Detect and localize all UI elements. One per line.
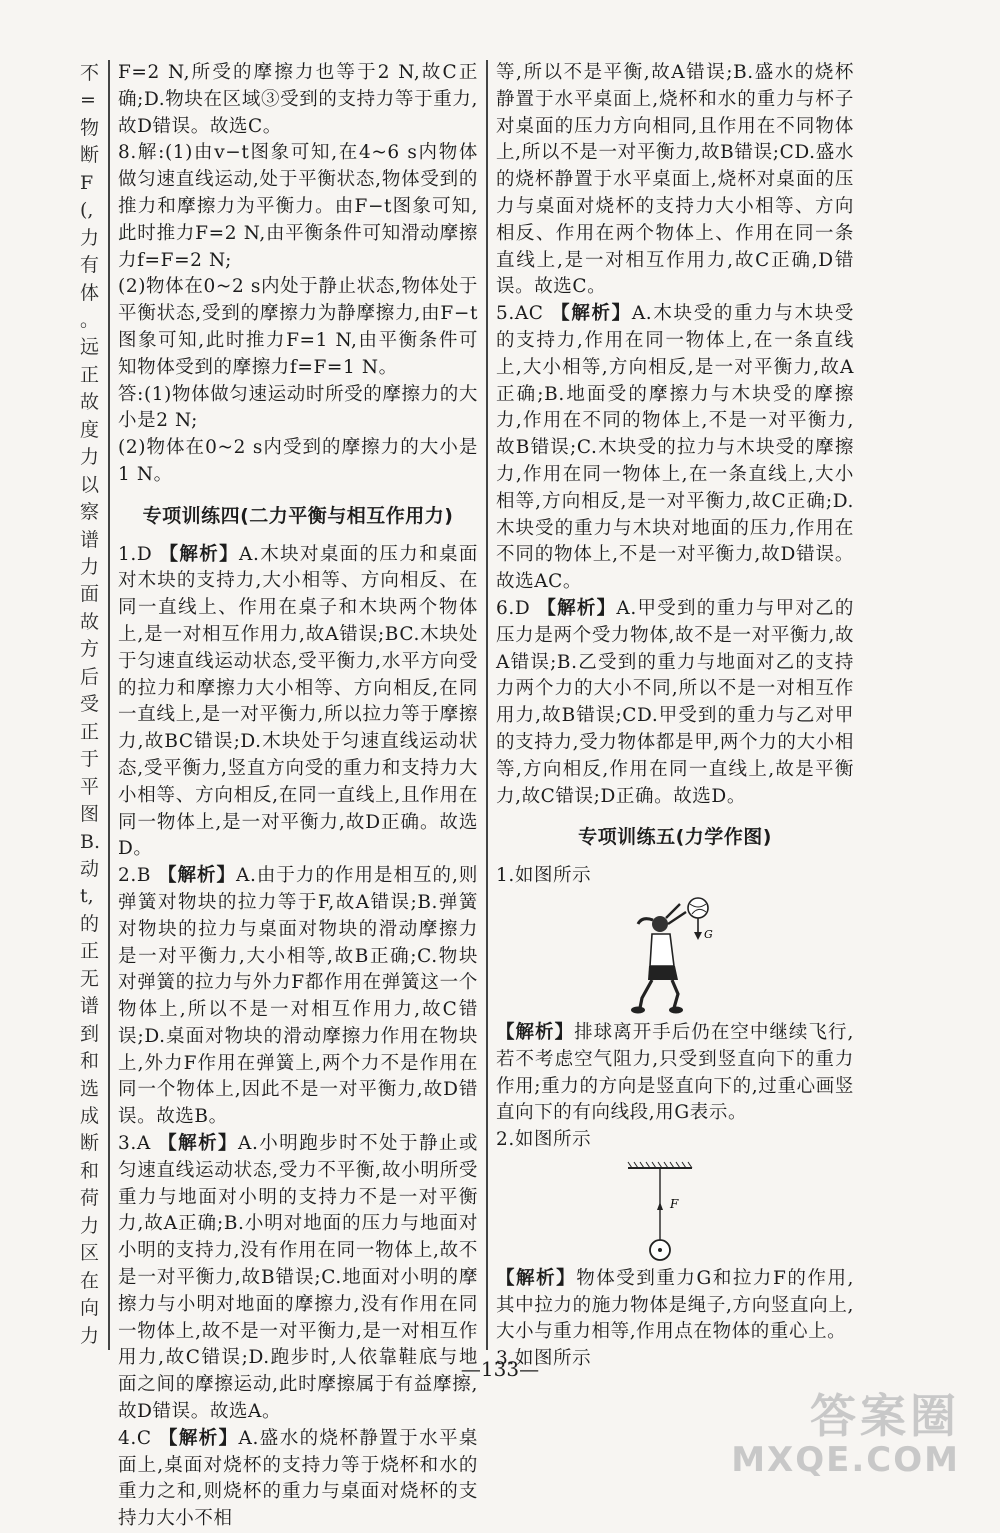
figure-2-hanging-ball xyxy=(620,1158,730,1262)
margin-fragment: 区 xyxy=(80,1242,100,1264)
margin-fragment: 不 xyxy=(80,62,100,84)
q1-number: 1.D xyxy=(118,543,153,565)
q5-number: 5.AC xyxy=(496,303,544,325)
answer-8-part1: 8.解:(1)由v−t图象可知,在4~6 s内物体做匀速直线运动,处于平衡状态,物体受到的推力和摩擦力为平衡力。由F−t图象可知,此时推力F=2 N,由平衡条件可知滑动摩擦力f=F=2 N; xyxy=(118,142,478,271)
q4-number: 4.C xyxy=(118,1427,152,1449)
a2-text: 物体受到重力G和拉力F的作用,其中拉力的施力物体是绳子,方向竖直向上,大小与重力相等,作用点在物体的重心上。 xyxy=(496,1267,854,1343)
margin-fragment: 无 xyxy=(80,968,100,990)
margin-fragment: (, xyxy=(80,199,94,221)
margin-fragment: F xyxy=(80,172,94,194)
volleyball-icon xyxy=(688,898,708,918)
section-heading-4: 专项训练四(二力平衡与相互作用力) xyxy=(142,504,454,527)
q2-analysis-tag: 【解析】 xyxy=(157,865,237,887)
margin-fragment: 力 xyxy=(80,556,100,578)
q1-text: A.木块对桌面的压力和桌面对木块的支持力,大小相等、方向相反、在同一直线上、作用在桌子和木块两个物体上,是一对相互作用力,故A错误;BC.木块处于匀速直线运动状态,受平衡力,水平方向受的拉力和摩擦力大小相等、方向相反,在同一直线上,是一对平衡力,所以拉力等于摩擦力,故BC错误;D.木块处于匀速直线运动状态,受平衡力,竖直方向受的重力和支持力大小相等、方向相反,在同一直线上,且作用在同一物体上,是一对平衡力,故D正确。故选D。 xyxy=(118,543,478,860)
q6-number: 6.D xyxy=(496,597,531,619)
margin-fragment: 选 xyxy=(80,1078,100,1100)
watermark-logo-text: 答案圈 xyxy=(810,1389,960,1443)
margin-fragment: 谱 xyxy=(80,529,100,551)
q3-text: A.小明跑步时不处于静止或匀速直线运动状态,受力不平衡,故小明所受重力与地面对小明的支持力不是一对平衡力,故A正确;B.小明对地面的压力与地面对小明的支持力,没有作用在同一物体上,故不是一对平衡力,故B错误;C.地面对小明的摩擦力与小明对地面的摩擦力,没有作用在同一物体上,故不是一对平衡力,是一对相互作用力,故C错误;D.跑步时,人依靠鞋底与地面之间的摩擦运动,此时摩擦属于有益摩擦,故D错误。故选A。 xyxy=(118,1133,478,1423)
q3-analysis-tag: 【解析】 xyxy=(158,1133,238,1155)
a1-analysis-tag: 【解析】 xyxy=(496,1021,575,1043)
margin-fragment: 远 xyxy=(80,336,100,358)
figure-1-volleyball-player xyxy=(620,894,730,1016)
margin-fragment: 正 xyxy=(80,940,100,962)
force-label-f: F xyxy=(670,1196,679,1211)
left-margin-rule xyxy=(108,60,110,1350)
section-heading-5: 专项训练五(力学作图) xyxy=(578,826,772,849)
left-column xyxy=(118,60,478,1533)
margin-fragment: B. xyxy=(80,831,101,853)
a1-text: 排球离开手后仍在空中继续飞行,若不考虑空气阻力,只受到竖直向下的重力作用;重力的方向是竖直向下的,过重心画竖直向下的有向线段,用G表示。 xyxy=(496,1021,854,1124)
q5-analysis-tag: 【解析】 xyxy=(551,303,632,325)
q4-text: A.盛水的烧杯静置于水平桌面上,桌面对烧杯的支持力等于烧杯和水的重力之和,则烧杯的重力与桌面对烧杯的支持力大小不相 xyxy=(118,1427,478,1530)
q6-analysis-tag: 【解析】 xyxy=(537,597,617,619)
q3-number: 3.A xyxy=(118,1133,151,1155)
right-column xyxy=(496,60,854,1373)
margin-fragment: 受 xyxy=(80,693,100,715)
question-6-answer xyxy=(496,596,854,810)
watermark-url: MXQE.COM xyxy=(731,1440,960,1480)
margin-fragment: 力 xyxy=(80,227,100,249)
volleyball-player-illustration xyxy=(620,894,730,1016)
margin-fragment: 在 xyxy=(80,1270,100,1292)
q5-text: A.木块受的重力与木块受的支持力,作用在同一物体上,在一条直线上,大小相等,方向相反,是一对平衡力,故A正确;B.地面受的摩擦力与木块受的摩擦力,作用在不同的物体上,不是一对平衡力,故B错误;C.木块受的拉力与木块受的摩擦力,作用在同一物体上,在一条直线上,大小相等,方向相反,是一对平衡力,故C正确;D.木块受的重力与木块对地面的压力,作用在不同的物体上,不是一对平衡力,故D错误。故选AC。 xyxy=(496,303,855,593)
margin-fragment: 和 xyxy=(80,1160,100,1182)
question-4-answer xyxy=(118,1426,478,1533)
margin-fragment: 到 xyxy=(80,1023,100,1045)
figure-2-analysis xyxy=(496,1266,854,1346)
margin-fragment: 平 xyxy=(80,776,100,798)
margin-fragment: 故 xyxy=(80,391,100,413)
question-3-answer xyxy=(118,1131,478,1426)
margin-fragment: 有 xyxy=(80,254,100,276)
margin-fragment: 度 xyxy=(80,419,100,441)
player-head xyxy=(652,916,668,932)
answer-8-conclusion2: (2)物体在0~2 s内受到的摩擦力的大小是1 N。 xyxy=(118,437,478,485)
margin-fragment: = xyxy=(80,89,96,111)
paragraph-continued: F=2 N,所受的摩擦力也等于2 N,故C正确;D.物块在区域③受到的支持力等于重力,故D错误。故选C。 xyxy=(118,62,478,137)
q2-text: A.由于力的作用是相互的,则弹簧对物块的拉力等于F,故A错误;B.弹簧对物块的拉力与桌面对物块的滑动摩擦力是一对平衡力,大小相等,故B正确;C.物块对弹簧的拉力与外力F都作用在弹簧这一个物体上,所以不是一对相互作用力,故C错误;D.桌面对物块的滑动摩擦力作用在物块上,外力F作用在弹簧上,两个力不是作用在同一个物体上,因此不是一对平衡力,故D错误。故选B。 xyxy=(118,865,479,1128)
margin-fragment: 和 xyxy=(80,1050,100,1072)
figure-1-analysis xyxy=(496,1020,854,1127)
a2-analysis-tag: 【解析】 xyxy=(496,1267,577,1289)
margin-fragment: 方 xyxy=(80,638,100,660)
gravity-label-g: G xyxy=(704,927,714,941)
page-number: —133— xyxy=(460,1357,540,1381)
answer-8-conclusion1: 答:(1)物体做匀速运动时所受的摩擦力的大小是2 N; xyxy=(118,383,478,432)
margin-fragment: 故 xyxy=(80,611,100,633)
margin-fragment: 向 xyxy=(80,1297,100,1319)
margin-fragment: 力 xyxy=(80,446,100,468)
margin-fragment: 体 xyxy=(80,282,100,304)
margin-fragment: 于 xyxy=(80,748,100,770)
margin-fragment: 断 xyxy=(80,144,100,166)
margin-fragment: 图 xyxy=(80,803,100,825)
margin-fragment: 断 xyxy=(80,1132,100,1154)
margin-fragment: 正 xyxy=(80,364,100,386)
margin-fragment: 正 xyxy=(80,721,100,743)
question-1-answer xyxy=(118,542,478,864)
margin-fragment: 动 xyxy=(80,858,100,880)
margin-fragment: 力 xyxy=(80,1325,100,1347)
figure-1-caption: 1.如图所示 xyxy=(496,865,592,887)
margin-fragment: 察 xyxy=(80,501,100,523)
margin-fragment: 后 xyxy=(80,666,100,688)
margin-fragment: 。 xyxy=(80,309,100,331)
figure-2-caption: 2.如图所示 xyxy=(496,1129,592,1151)
question-2-answer xyxy=(118,863,478,1131)
q2-number: 2.B xyxy=(118,865,152,887)
margin-fragment: t, xyxy=(80,885,94,907)
player-body xyxy=(650,934,674,966)
margin-fragment: 成 xyxy=(80,1105,100,1127)
margin-fragment: 物 xyxy=(80,117,100,139)
margin-fragment: 的 xyxy=(80,913,100,935)
tension-arrow xyxy=(657,1202,663,1210)
figure-3-caption: 3.如图所示 xyxy=(496,1348,592,1370)
column-divider xyxy=(486,60,488,1350)
margin-fragment: 力 xyxy=(80,1215,100,1237)
q6-text: A.甲受到的重力与甲对乙的压力是两个受力物体,故不是一对平衡力,故A错误;B.乙受到的重力与地面对乙的支持力两个力的大小不同,所以不是一对相互作用力,故B错误;CD.甲受到的重力与乙对甲的支持力,受力物体都是甲,两个力的大小相等,方向相反,作用在同一直线上,故是平衡力,故C错误;D正确。故选D。 xyxy=(496,597,854,807)
margin-fragment: 以 xyxy=(80,474,100,496)
q1-analysis-tag: 【解析】 xyxy=(159,543,240,565)
left-margin-fragments xyxy=(72,62,112,1372)
answer-8-part2: (2)物体在0~2 s内处于静止状态,物体处于平衡状态,受到的摩擦力为静摩擦力,由F−t图象可知,此时推力F=1 N,由平衡条件可知物体受到的摩擦力f=F=1 N。 xyxy=(118,276,478,378)
margin-fragment: 荷 xyxy=(80,1187,100,1209)
margin-fragment: 面 xyxy=(80,583,100,605)
margin-fragment: 谱 xyxy=(80,995,100,1017)
question-5-answer xyxy=(496,301,854,596)
question-4-continued: 等,所以不是平衡,故A错误;B.盛水的烧杯静置于水平桌面上,烧杯和水的重力与杯子对桌面的压力方向相同,且作用在不同物体上,所以不是一对平衡力,故B错误;CD.盛水的烧杯静置于水平桌面上,烧杯对桌面的压力与桌面对烧杯的支持力大小相等、方向相反、作用在两个物体上、作用在同一条直线上,是一对相互作用力,故C正确,D错误。故选C。 xyxy=(496,62,854,298)
q4-analysis-tag: 【解析】 xyxy=(158,1427,239,1449)
hanging-ball-illustration xyxy=(620,1158,730,1262)
watermark xyxy=(731,1380,960,1480)
